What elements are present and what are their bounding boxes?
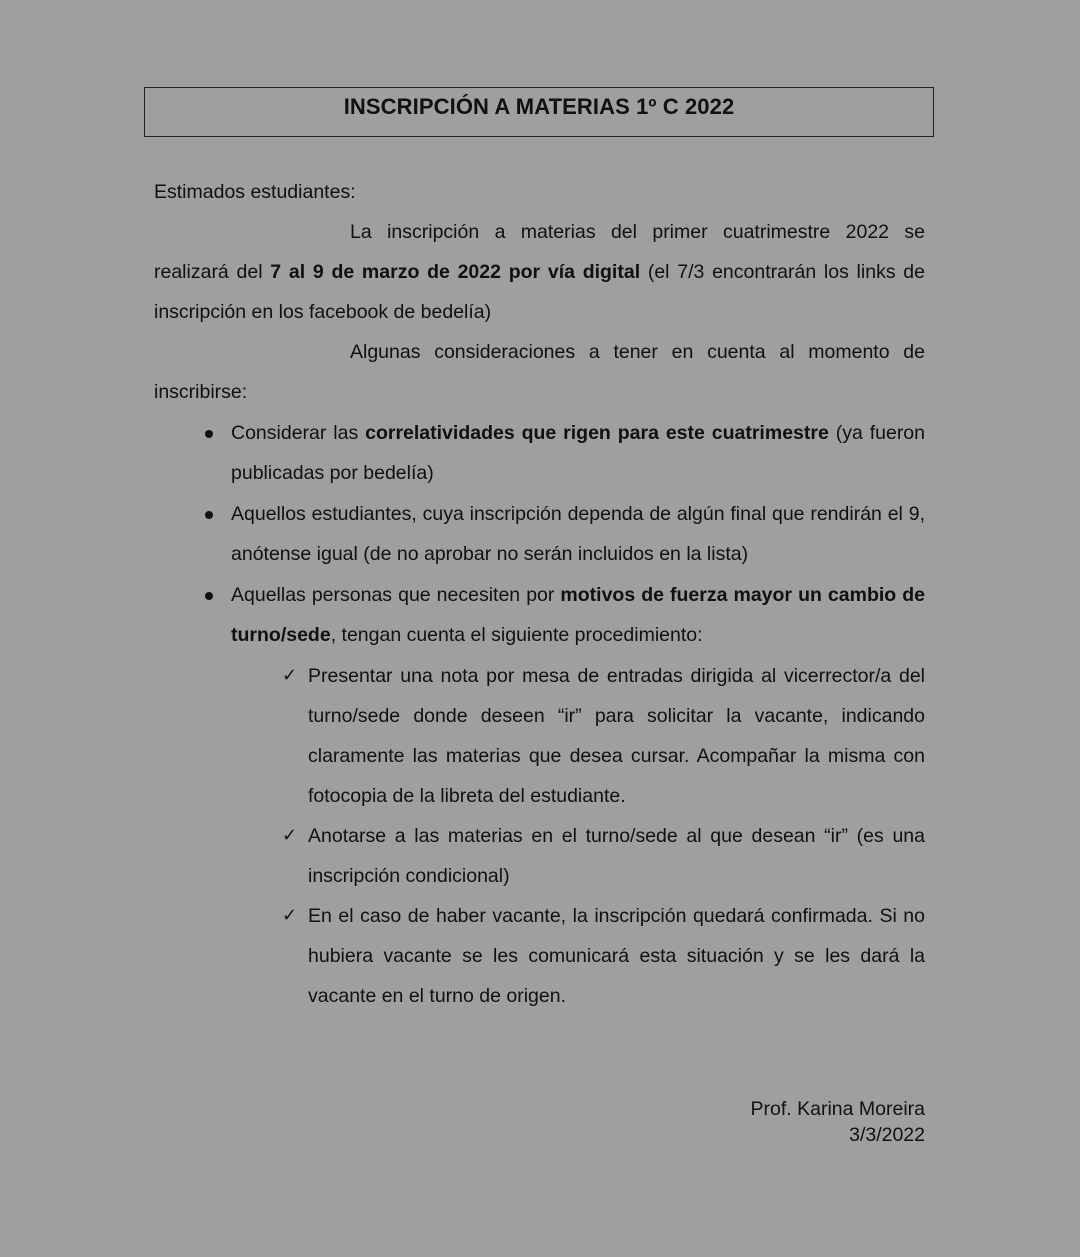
list-item <box>154 494 925 574</box>
list-item-text: Aquellas personas que necesiten por <box>231 584 561 606</box>
checklist <box>154 656 925 1016</box>
paragraph-registration-dates <box>154 212 925 332</box>
checklist-item <box>154 816 925 896</box>
list-item-bold-text: motivos de fuerza mayor un cambio de turno/sede <box>231 584 925 646</box>
list-item <box>154 413 925 493</box>
bullet-dot-icon <box>205 511 213 519</box>
checkmark-icon: ✓ <box>282 825 298 846</box>
paragraph-text: (el 7/3 encontrarán los links de inscripción en los facebook de bedelía) <box>154 261 925 323</box>
checklist-item <box>154 656 925 816</box>
signature-block <box>751 1096 925 1148</box>
list-item-text: Considerar las <box>231 422 366 444</box>
paragraph-text: La inscripción a materias del primer cuatrimestre 2022 se realizará del <box>154 221 925 283</box>
document-title: INSCRIPCIÓN A MATERIAS 1º C 2022 <box>343 94 735 119</box>
checklist-item-text: Anotarse a las materias en el turno/sede al que desean “ir” (es una inscripción condicional) <box>308 825 925 887</box>
title-box <box>144 87 934 137</box>
paragraph-bold-text: 7 al 9 de marzo de 2022 por vía digital <box>270 261 641 283</box>
checkmark-icon: ✓ <box>282 905 298 926</box>
checklist-item-text: En el caso de haber vacante, la inscripción quedará confirmada. Si no hubiera vacante se les comunicará esta situación y se les dará la vacante en el turno de origen. <box>308 905 925 1007</box>
checklist-item-text: Presentar una nota por mesa de entradas dirigida al vicerrector/a del turno/sede donde deseen “ir” para solicitar la vacante, indicando claramente las materias que desea cursar. Acompañar la misma con fotocopia de la libreta del estudiante. <box>308 665 925 807</box>
bullet-dot-icon <box>205 430 213 438</box>
bullet-list <box>154 413 925 655</box>
list-item-text: , tengan cuenta el siguiente procedimiento: <box>330 624 703 646</box>
signature-date: 3/3/2022 <box>849 1124 925 1146</box>
paragraph-considerations: Algunas consideraciones a tener en cuenta al momento de inscribirse: <box>154 341 925 403</box>
list-item-text: Aquellos estudiantes, cuya inscripción dependa de algún final que rendirán el 9, anótense igual (de no aprobar no serán incluidos en la lista) <box>231 503 925 565</box>
list-item-bold-text: correlatividades que rigen para este cuatrimestre <box>365 422 829 444</box>
greeting: Estimados estudiantes: <box>154 181 356 203</box>
list-item-text: (ya fueron publicadas por bedelía) <box>231 422 925 484</box>
document-body <box>154 172 925 1016</box>
checklist-item <box>154 896 925 1016</box>
signature-name: Prof. Karina Moreira <box>750 1098 925 1120</box>
checkmark-icon: ✓ <box>282 665 298 686</box>
bullet-dot-icon <box>205 592 213 600</box>
list-item <box>154 575 925 655</box>
